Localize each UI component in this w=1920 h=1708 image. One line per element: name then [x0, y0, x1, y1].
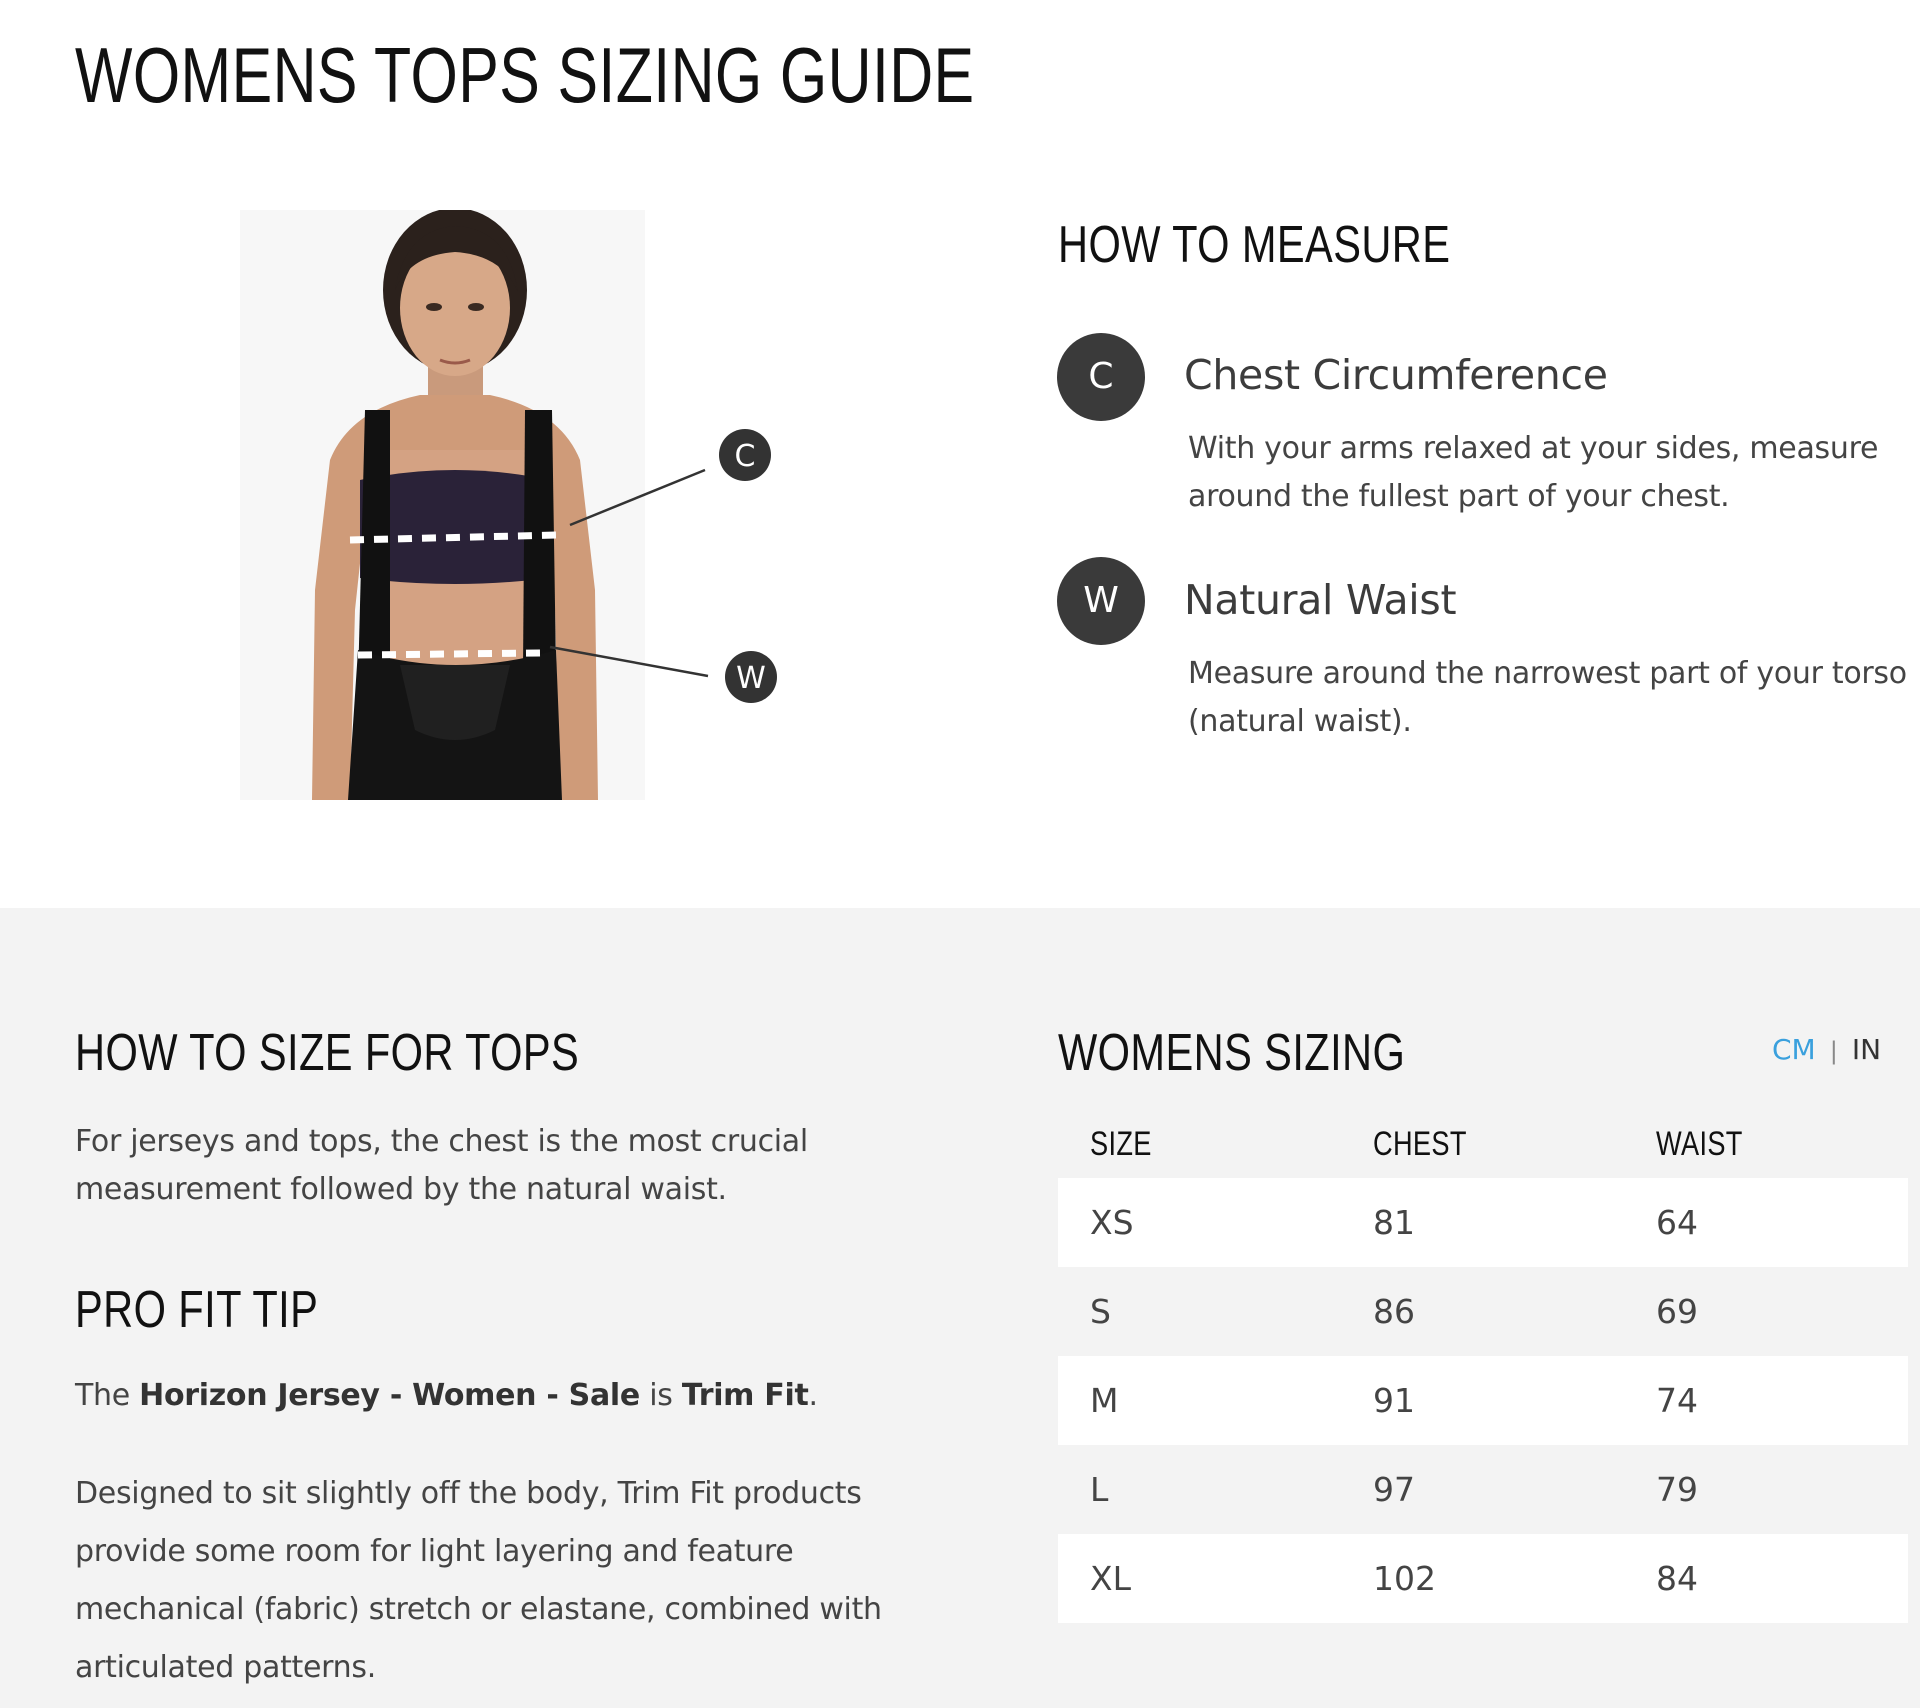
table-header-row — [1058, 1110, 1908, 1178]
cell-chest: 86 — [1373, 1292, 1415, 1331]
cell-waist: 84 — [1656, 1559, 1698, 1598]
how-to-measure-title: HOW TO MEASURE — [1058, 216, 1451, 274]
unit-in-button[interactable]: IN — [1851, 1033, 1882, 1066]
pro-fit-tip-title: PRO FIT TIP — [75, 1281, 319, 1339]
pro-fit-tip-intro — [75, 1372, 975, 1420]
cell-size: M — [1090, 1381, 1119, 1420]
chest-callout-letter: C — [734, 439, 756, 474]
waist-description: Measure around the narrowest part of your torso (natural waist). — [1188, 656, 1907, 739]
unit-toggle — [1772, 1032, 1881, 1069]
unit-cm-button[interactable]: CM — [1772, 1033, 1816, 1066]
pro-fit-tip-description: Designed to sit slightly off the body, Trim Fit products provide some room for light layering and feature mechanical (fabric) stretch or elastane, combined with articulated patterns. — [75, 1476, 882, 1685]
womens-sizing-title: WOMENS SIZING — [1058, 1024, 1406, 1082]
model-figure — [240, 210, 800, 800]
intro-is: is — [649, 1378, 673, 1413]
chest-description: With your arms relaxed at your sides, measure around the fullest part of your chest. — [1188, 431, 1879, 514]
size-for-tops-title: HOW TO SIZE FOR TOPS — [75, 1024, 580, 1082]
cell-waist: 69 — [1656, 1292, 1698, 1331]
table-row — [1058, 1267, 1908, 1356]
waist-badge: W — [1057, 557, 1145, 645]
header-size: SIZE — [1090, 1124, 1152, 1163]
cell-size: L — [1090, 1470, 1109, 1509]
model-illustration — [240, 210, 800, 800]
size-for-tops-text: For jerseys and tops, the chest is the most crucial measurement followed by the natural waist. — [75, 1124, 808, 1207]
table-row — [1058, 1445, 1908, 1534]
unit-separator: | — [1829, 1037, 1838, 1065]
size-table — [1058, 1110, 1908, 1623]
table-row — [1058, 1178, 1908, 1267]
cell-waist: 79 — [1656, 1470, 1698, 1509]
cell-chest: 102 — [1373, 1559, 1436, 1598]
cell-chest: 91 — [1373, 1381, 1415, 1420]
table-row — [1058, 1356, 1908, 1445]
intro-period: . — [808, 1378, 818, 1413]
header-chest: CHEST — [1373, 1124, 1467, 1163]
chest-badge: C — [1057, 333, 1145, 421]
cell-waist: 64 — [1656, 1203, 1698, 1242]
header-waist: WAIST — [1656, 1124, 1743, 1163]
waist-callout — [725, 651, 777, 703]
fit-type: Trim Fit — [681, 1378, 809, 1413]
cell-size: XS — [1090, 1203, 1134, 1242]
intro-the: The — [75, 1378, 130, 1413]
page-title: WOMENS TOPS SIZING GUIDE — [75, 31, 975, 119]
chest-heading: Chest Circumference — [1184, 351, 1608, 399]
chest-callout — [719, 429, 771, 481]
waist-heading: Natural Waist — [1184, 576, 1457, 624]
cell-chest: 97 — [1373, 1470, 1415, 1509]
product-name: Horizon Jersey - Women - Sale — [139, 1378, 640, 1413]
table-row — [1058, 1534, 1908, 1623]
cell-waist: 74 — [1656, 1381, 1698, 1420]
cell-size: S — [1090, 1292, 1111, 1331]
cell-chest: 81 — [1373, 1203, 1415, 1242]
waist-callout-letter: W — [736, 661, 766, 696]
cell-size: XL — [1090, 1559, 1131, 1598]
